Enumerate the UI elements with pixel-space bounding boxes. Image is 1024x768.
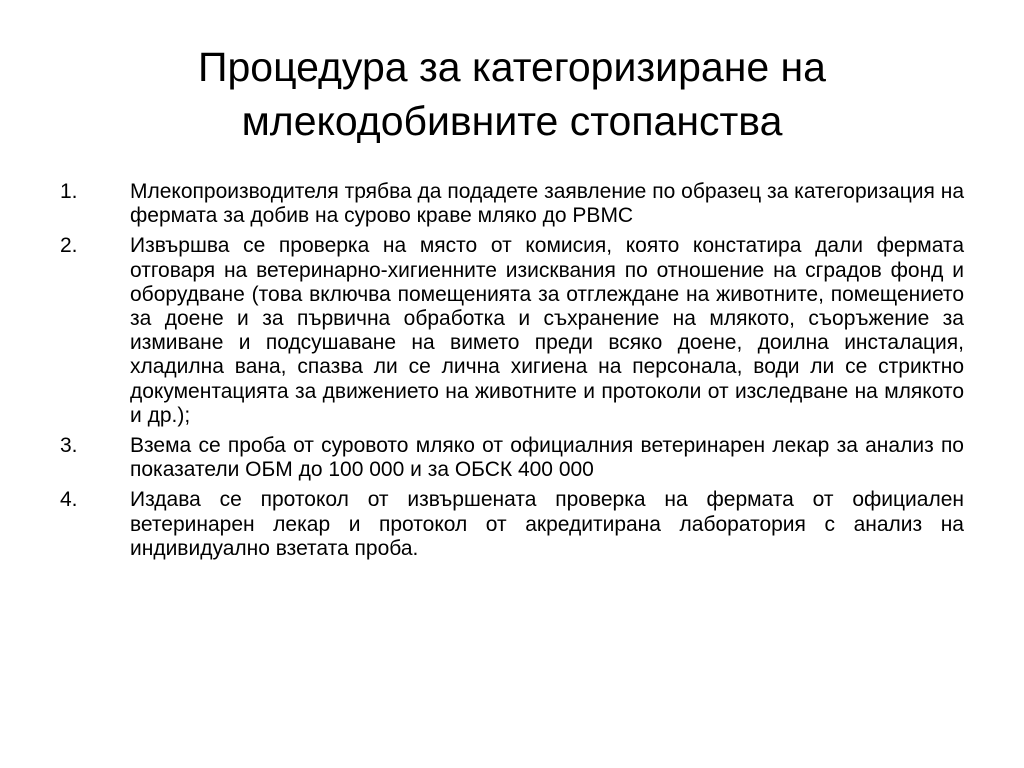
list-item-number: 4. <box>60 488 78 512</box>
slide-title: Процедура за категоризиране на млекодобивните стопанства <box>198 44 826 144</box>
list-item-text: Извършва се проверка на място от комисия, която констатира дали фермата отговаря на ветеринарно-хигиенните изисквания по отношение на сградов фонд и оборудване (това включва помещенията за отглеждане на животните, помещението за доене и за първична обработка и съхранение на млякото, съоръжение за измиване и подсушаване на вимето преди всяко доене, доилна инсталация, хладилна вана, спазва ли се лична хигиена на персонала, води ли се стриктно документацията за движението на животните и протоколи от изследване на млякото и др.); <box>130 234 964 427</box>
list-item <box>60 434 964 482</box>
list-item-number: 1. <box>60 180 78 203</box>
list-item-number: 3. <box>60 434 78 458</box>
procedure-list <box>60 180 964 567</box>
list-item-text: Млекопроизводителя трябва да подадете заявление по образец за категоризация на фермата за добив на сурово краве мляко до РВМС <box>130 180 964 228</box>
list-item <box>60 234 964 428</box>
list-item <box>60 180 964 228</box>
list-item-number: 2. <box>60 234 78 258</box>
list-item <box>60 488 964 561</box>
list-item-text: Издава се протокол от извършената проверка на фермата от официален ветеринарен лекар и протокол от акредитирана лаборатория с анализ на индивидуално взетата проба. <box>130 488 964 560</box>
list-item-text: Взема се проба от суровото мляко от официалния ветеринарен лекар за анализ по показатели ОБМ до 100 000 и за ОБСК 400 000 <box>130 434 964 482</box>
